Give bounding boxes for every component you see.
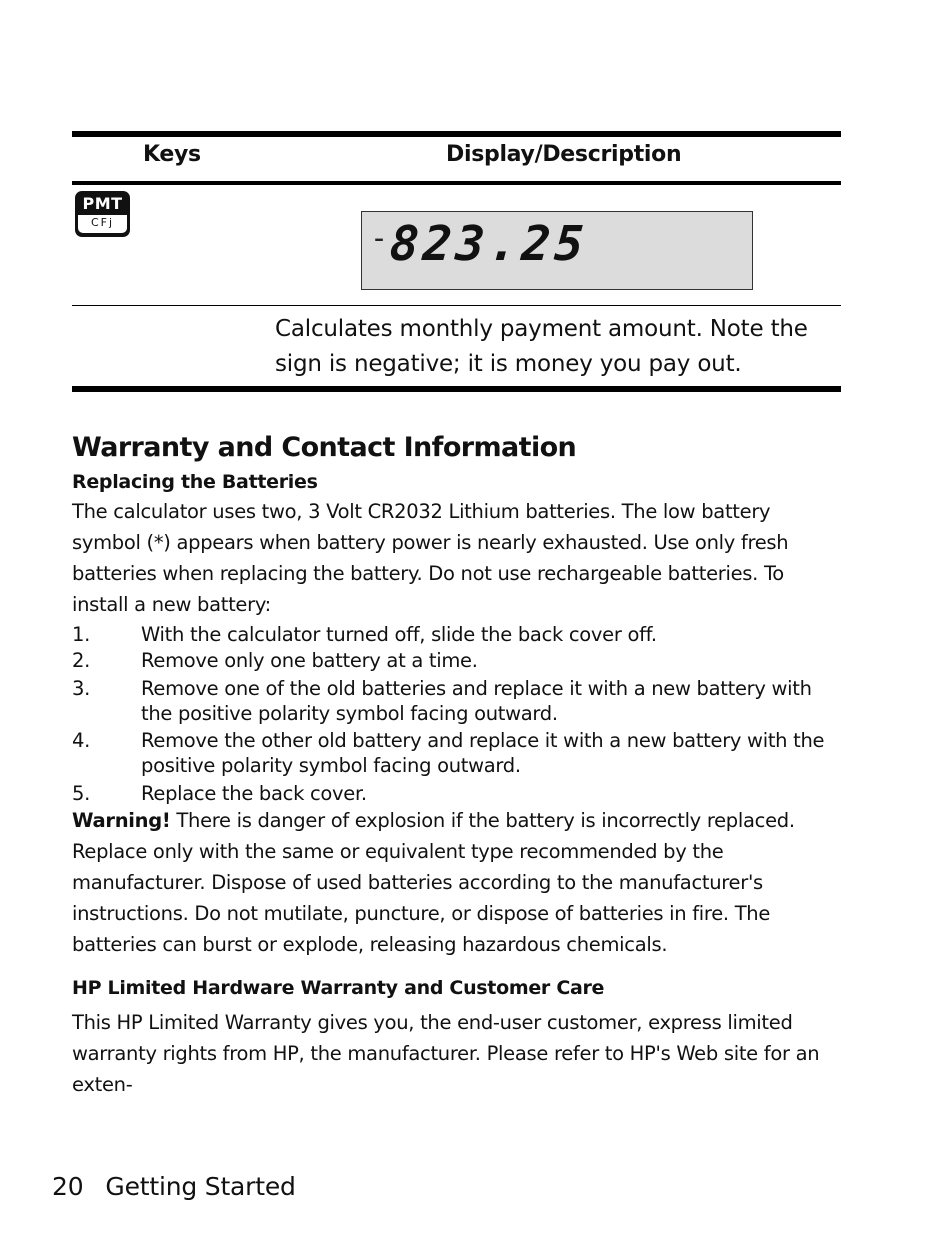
lcd-digits: 823.25 (388, 216, 590, 272)
header-keys: Keys (143, 142, 201, 167)
header-display-description: Display/Description (446, 142, 682, 167)
table-header-rule (72, 181, 841, 185)
warning-label: Warning! (72, 809, 171, 832)
pmt-key-icon (75, 191, 130, 237)
key-secondary-label: CFj (78, 215, 127, 233)
list-number: 4. (72, 729, 91, 752)
list-number: 2. (72, 649, 91, 672)
subheading-batteries: Replacing the Batteries (72, 471, 318, 493)
subheading-warranty: HP Limited Hardware Warranty and Customer Care (72, 977, 605, 999)
table-bottom-rule (72, 386, 841, 392)
table-row-divider (72, 305, 841, 306)
lcd-sign: - (370, 221, 389, 256)
list-text: Replace the back cover. (141, 782, 367, 805)
list-number: 3. (72, 677, 91, 700)
footer-section-name: Getting Started (105, 1172, 296, 1201)
list-text: Remove one of the old batteries and replace it with a new battery with the positive polarity symbol facing outward. (141, 677, 812, 725)
battery-intro: The calculator uses two, 3 Volt CR2032 Lithium batteries. The low battery symbol (*) appears when battery power is nearly exhausted. Use only fresh batteries when replacing the battery. Do not use rechargeable batteries. To install a new battery: (72, 500, 789, 616)
row-description: Calculates monthly payment amount. Note the sign is negative; it is money you pay out. (275, 316, 808, 377)
list-text: With the calculator turned off, slide the back cover off. (141, 623, 657, 646)
list-text: Remove the other old battery and replace it with a new battery with the positive polarity symbol facing outward. (141, 729, 825, 777)
list-text: Remove only one battery at a time. (141, 649, 478, 672)
list-number: 1. (72, 623, 91, 646)
lcd-display (361, 211, 753, 290)
key-primary-label: PMT (82, 194, 123, 213)
section-title: Warranty and Contact Information (72, 432, 577, 463)
warranty-paragraph: This HP Limited Warranty gives you, the end-user customer, express limited warranty rights from HP, the manufacturer. Please refer to HP's Web site for an exten- (72, 1011, 820, 1096)
warning-text: There is danger of explosion if the battery is incorrectly replaced. Replace only with the same or equivalent type recommended by the manufacturer. Dispose of used batteries according to the manufacturer's instructions. Do not mutilate, puncture, or dispose of batteries in fire. The batteries can burst or explode, releasing hazardous chemicals. (72, 809, 795, 956)
list-number: 5. (72, 782, 91, 805)
warning-paragraph (72, 805, 842, 960)
page-number: 20 (52, 1172, 84, 1201)
page-footer (52, 1172, 296, 1201)
table-top-rule (72, 131, 841, 137)
